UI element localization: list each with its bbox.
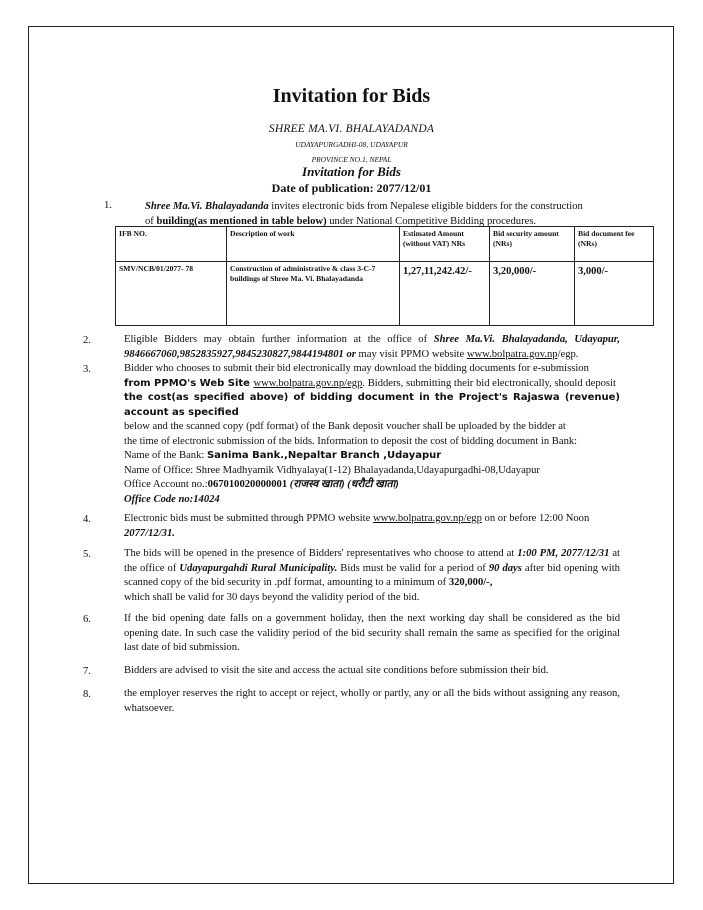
item-number-8: 8. [83,689,91,700]
school-name: Shree Ma.Vi. Bhalayadanda [145,201,269,212]
deadline-date: 2077/12/31. [124,527,175,539]
text: which shall be valid for 30 days beyond the validity period of the bid. [124,591,420,603]
validity-period: 90 days [488,562,522,574]
account-number: 067010020000001 [207,479,288,490]
organization-address: UDAYAPURGADHI-08, UDAYAPUR [295,140,408,149]
paragraph-1 [145,200,655,229]
paragraph-6: If the bid opening date falls on a government holiday, then the next working day shall be considered as the bid opening date. In such case the validity period of the bid security shall remain the same as specified for the original last date of bid submission. [124,613,620,653]
paragraph-8: the employer reserves the right to accept or reject, wholly or partly, any or all the bids without assigning any reason, whatsoever. [124,688,620,714]
municipality-name: Udayapurgahdi Rural Municipality. [179,562,338,574]
ppmo-egp-link[interactable]: www.bolpatra.gov.np/egp [372,513,482,524]
office-code: Office Code no:14024 [124,493,220,505]
ppmo-egp-link[interactable]: www.bolpatra.gov.np/egp [253,377,363,389]
text: Electronic bids must be submitted through PPMO website [124,513,373,524]
text: of [145,215,157,227]
item-number-1: 1. [104,200,112,211]
opening-time: 1:00 PM, [517,548,559,559]
item-number-2: 2. [83,335,91,346]
text: /egp. [557,348,579,360]
col-bid-fee: Bid document fee (NRs) [575,227,654,262]
col-ifb-no: IFB NO. [116,227,227,262]
text: below and the scanned copy (pdf format) of the Bank deposit voucher shall be uploaded by the bidder at [124,421,566,432]
organization-province: PROVINCE NO.1, NEPAL [311,155,392,164]
text: Bidder who chooses to submit their bid electronically may download the bidding documents for e-submission [124,363,589,374]
col-description: Description of work [227,227,400,262]
office-name: Shree Madhyamik Vidhyalaya(1-12) Bhalayadanda,Udayapurgadhi-08,Udayapur [195,464,540,476]
paragraph-4 [124,512,620,541]
paragraph-2 [124,333,620,362]
text: at the office of [124,548,620,574]
paragraph-5 [124,547,620,605]
item-number-3: 3. [83,364,91,375]
text: under National Competitive Bidding procedures. [326,215,537,227]
text: may visit PPMO website [355,348,467,360]
item-number-5: 5. [83,549,91,560]
item-number-4: 4. [83,514,91,525]
col-bid-security: Bid security amount (NRs) [490,227,575,262]
text: Eligible Bidders may obtain further information at the office of [124,334,434,345]
text: building(as mentioned in table below) [156,215,327,227]
contact-info: Shree Ma.Vi. Bhalayadanda, Udayapur, 9846667060,9852835927,9845230827,9844194801 or [124,334,620,360]
text: from PPMO's Web Site [124,377,254,389]
table-row [116,262,654,326]
text: Name of the Bank: [124,450,207,461]
text: Office Account no.: [124,479,208,490]
cell-security: 3,20,000/- [490,262,575,326]
security-amount: 320,000/-, [448,577,493,588]
paragraph-3 [124,362,620,507]
page-title: Invitation for Bids [272,85,431,107]
table-header-row [116,227,654,262]
cell-ifb-no: SMV/NCB/01/2077- 78 [116,262,227,326]
opening-date: 2077/12/31 [561,548,610,559]
cell-amount: 1,27,11,242.42/- [400,262,490,326]
text: the cost(as specified above) of bidding document in the Project's Rajaswa (revenue) account as specified [124,392,620,418]
account-type: (राजस्व खाता) (धरौटी खाता) [287,479,399,490]
text: invites electronic bids from Nepalese eligible bidders for the construction [268,201,583,212]
text: Bids must be valid for a period of [337,562,489,574]
paragraph-7: Bidders are advised to visit the site and access the actual site conditions before submission their bid. [124,665,549,676]
col-estimated-amount: Estimated Amount (without VAT) NRs [400,227,490,262]
text: the time of electronic submission of the bids. Information to deposit the cost of bidding document in Bank: [124,435,578,447]
text: after bid opening with scanned copy of the bid security in .pdf format, amounting to a minimum of [124,562,620,588]
cell-description: Construction of administrative & class 3-C-7 buildings of Shree Ma. Vi. Bhalayadanda [227,262,400,326]
item-number-7: 7. [83,666,91,677]
text: Name of Office: [124,464,196,476]
organization-name: SHREE MA.VI. BHALAYADANDA [268,123,435,135]
publication-date: Date of publication: 2077/12/01 [271,181,432,195]
text: on or before 12:00 Noon [481,513,590,524]
ppmo-link[interactable]: www.bolpatra.gov.np [466,348,558,360]
notice-subtitle: Invitation for Bids [302,164,401,179]
cell-fee: 3,000/- [575,262,654,326]
text: . Bidders, submitting their bid electronically, should deposit [362,377,616,389]
bid-table [115,226,654,326]
item-number-6: 6. [83,614,91,625]
text: The bids will be opened in the presence of Bidders' representatives who choose to attend at [124,548,518,559]
bank-name: Sanima Bank.,Nepaltar Branch ,Udayapur [206,450,442,461]
